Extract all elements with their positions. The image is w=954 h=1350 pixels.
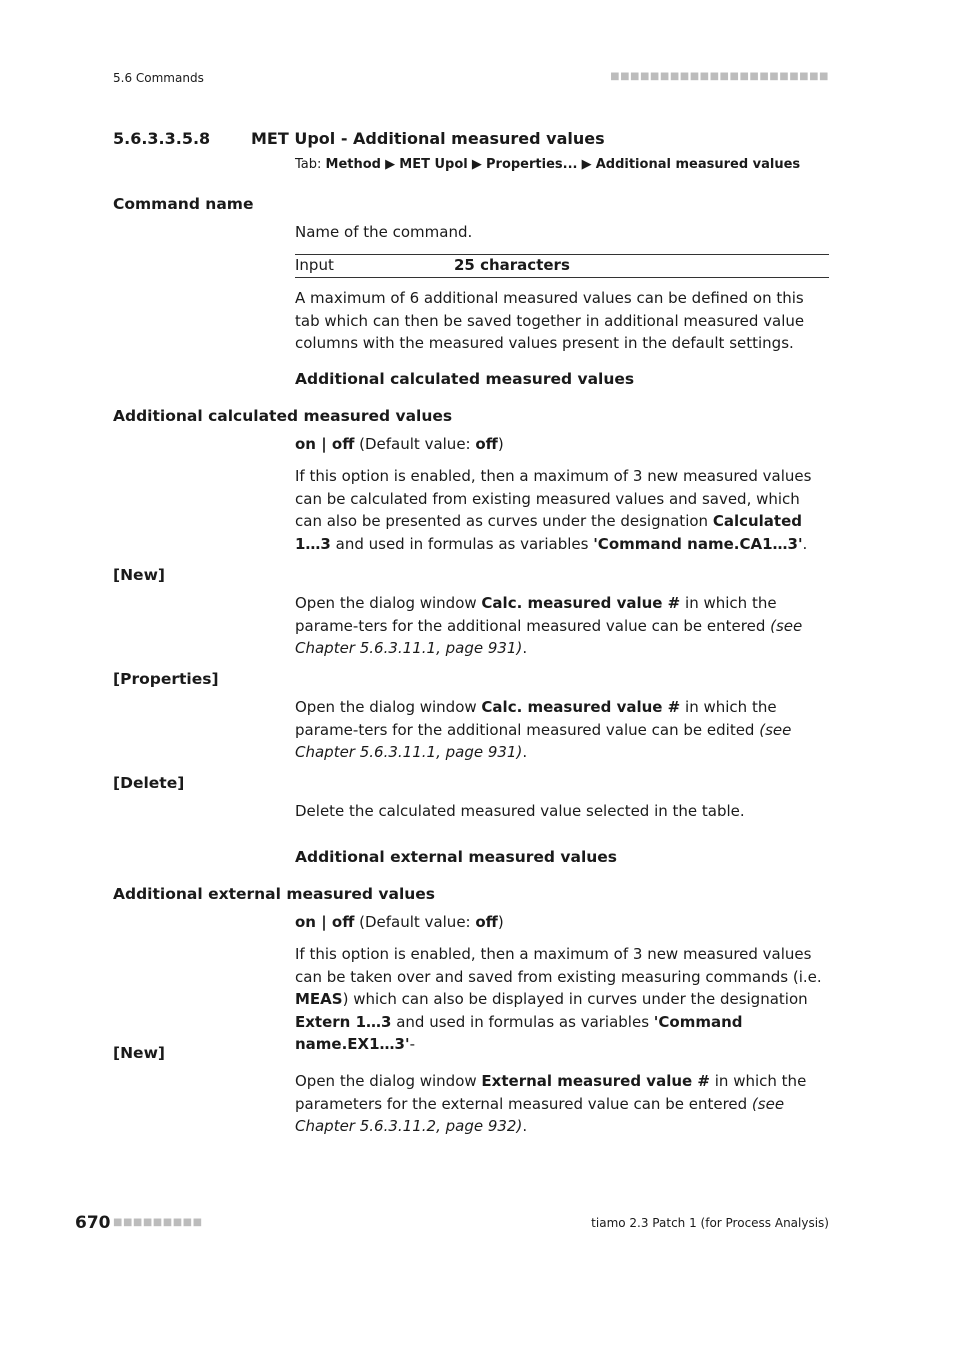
running-header-section: 5.6 Commands xyxy=(113,71,204,85)
new-desc-bold: Calc. measured value # xyxy=(481,594,681,612)
ext-label: Additional external measured values xyxy=(113,885,436,903)
new-external-chapter-reference: (see Chapter 5.6.3.11.2, page 932) xyxy=(295,1094,785,1135)
properties-desc-bold: Calc. measured value # xyxy=(481,698,681,716)
tab-path-item-method: Method xyxy=(325,157,381,172)
tab-path-item-met-upol: MET Upol xyxy=(399,157,468,172)
ext-desc-text: - xyxy=(409,1035,416,1053)
input-table-bottom-rule xyxy=(295,277,829,278)
new-external-desc-bold: External measured value # xyxy=(481,1072,710,1090)
calc-label: Additional calculated measured values xyxy=(113,407,453,425)
input-label: Input xyxy=(295,256,334,274)
calc-options-values: on | off xyxy=(295,435,355,453)
calc-default-prefix: (Default value: xyxy=(354,435,476,453)
calc-description xyxy=(295,465,831,555)
command-name-description: Name of the command. xyxy=(295,223,473,241)
section-title: MET Upol - Additional measured values xyxy=(251,129,605,148)
ext-desc-text: and used in formulas as variables xyxy=(391,1012,654,1031)
tab-path-separator: ▶ xyxy=(381,157,400,172)
new-external-description xyxy=(295,1070,831,1138)
new-desc-text: Open the dialog window xyxy=(295,594,482,612)
new-chapter-reference: (see Chapter 5.6.3.11.1, page 931) xyxy=(295,616,803,657)
delete-description: Delete the calculated measured value selected in the table. xyxy=(295,802,745,820)
new-external-desc-end: . xyxy=(522,1117,528,1135)
ext-default-prefix: (Default value: xyxy=(354,913,476,931)
calc-desc-text: If this option is enabled, then a maximum of 3 new measured values can be calculated from existing measured values and saved, which can also be presented as curves under the designation xyxy=(295,467,812,530)
tab-path-separator: ▶ xyxy=(467,157,486,172)
tab-path-prefix: Tab: xyxy=(295,157,326,172)
page-number: 670 xyxy=(75,1213,111,1233)
properties-description xyxy=(295,696,831,764)
ext-options-values: on | off xyxy=(295,913,355,931)
new-button-label: [New] xyxy=(113,566,165,584)
properties-desc-text: in which the parame-ters for the additional measured value can be edited xyxy=(295,698,777,739)
ext-desc-text: ) which can also be displayed in curves under the designation xyxy=(342,990,808,1008)
tab-path-item-additional: Additional measured values xyxy=(595,157,801,172)
command-name-label: Command name xyxy=(113,195,254,213)
command-name-note: A maximum of 6 additional measured values can be defined on this tab which can then be saved together in additional measured value columns with the measured values present in the default settings. xyxy=(295,289,805,352)
calc-desc-bold: 'Command name.CA1…3' xyxy=(593,534,803,553)
new-desc-end: . xyxy=(522,639,528,657)
ext-default-suffix: ) xyxy=(497,913,504,931)
tab-path xyxy=(295,157,800,172)
calc-subheading: Additional calculated measured values xyxy=(295,370,635,388)
input-value: 25 characters xyxy=(454,256,570,274)
ext-desc-bold: MEAS xyxy=(295,990,343,1008)
properties-chapter-reference: (see Chapter 5.6.3.11.1, page 931) xyxy=(295,720,792,761)
calc-default-suffix: ) xyxy=(497,435,504,453)
ext-default-value: off xyxy=(475,913,498,931)
header-decoration-dots: ■■■■■■■■■■■■■■■■■■■■■■ xyxy=(610,71,829,82)
ext-description xyxy=(295,943,831,1056)
new-desc-text: in which the parame-ters for the additional measured value can be entered xyxy=(295,594,777,635)
tab-path-separator: ▶ xyxy=(577,157,596,172)
new-external-desc-text: Open the dialog window xyxy=(295,1072,482,1090)
properties-button-label: [Properties] xyxy=(113,670,219,688)
footer-product-name: tiamo 2.3 Patch 1 (for Process Analysis) xyxy=(591,1216,829,1230)
delete-button-label: [Delete] xyxy=(113,774,185,792)
calc-default-value: off xyxy=(475,435,498,453)
input-table-top-rule xyxy=(295,254,829,255)
new-description xyxy=(295,592,831,660)
calc-options xyxy=(295,433,831,456)
tab-path-item-properties: Properties... xyxy=(486,157,578,172)
footer-decoration-dots: ■■■■■■■■■ xyxy=(113,1217,203,1228)
calc-desc-text: and used in formulas as variables xyxy=(330,534,594,553)
ext-subheading: Additional external measured values xyxy=(295,848,618,866)
new-external-button-label: [New] xyxy=(113,1044,165,1062)
properties-desc-text: Open the dialog window xyxy=(295,698,482,716)
properties-desc-end: . xyxy=(522,743,528,761)
ext-options xyxy=(295,911,831,934)
ext-desc-bold: Extern 1…3 xyxy=(295,1012,392,1031)
ext-desc-text: If this option is enabled, then a maximum of 3 new measured values can be taken over and saved from existing measuring commands (i.e. xyxy=(295,945,822,986)
ext-desc-bold: 'Command name.EX1…3' xyxy=(295,1012,743,1053)
new-external-desc-text: in which the parameters for the external measured value can be entered xyxy=(295,1072,807,1113)
calc-desc-text: . xyxy=(802,534,808,553)
section-number: 5.6.3.3.5.8 xyxy=(113,129,211,148)
calc-desc-bold: Calculated 1…3 xyxy=(295,512,802,553)
